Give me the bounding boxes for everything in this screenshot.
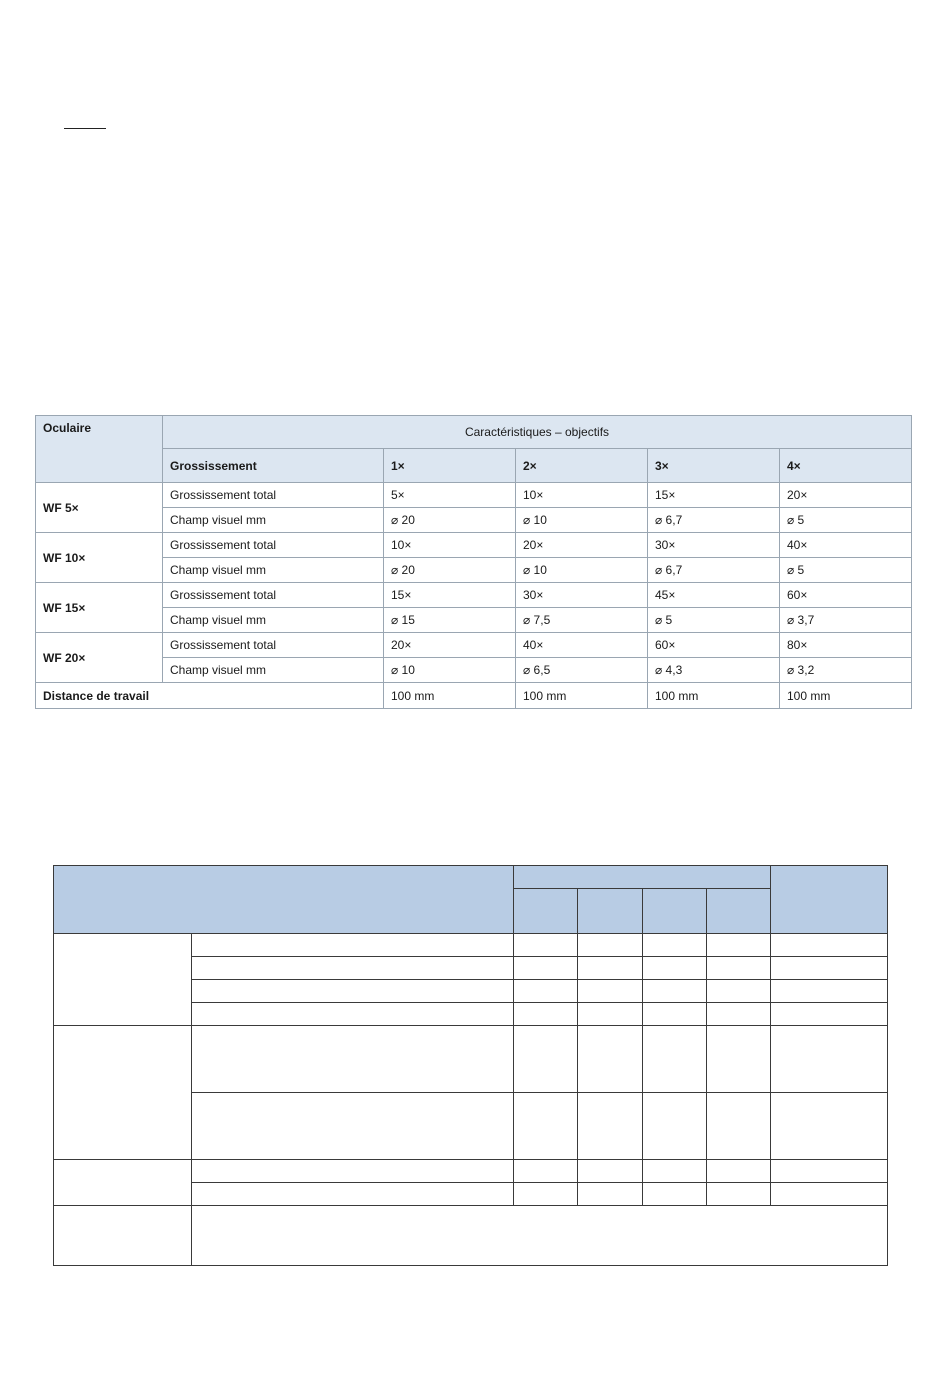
form-cell xyxy=(192,1160,514,1183)
table-cell: 15× xyxy=(648,483,780,508)
table-cell: ⌀ 6,7 xyxy=(648,508,780,533)
table-cell: 60× xyxy=(780,583,912,608)
table-cell: ⌀ 7,5 xyxy=(516,608,648,633)
table-row xyxy=(54,1160,888,1183)
form-header-cell xyxy=(643,889,707,934)
table-cell: 80× xyxy=(780,633,912,658)
table-row xyxy=(36,608,912,633)
table-cell: ⌀ 5 xyxy=(648,608,780,633)
form-cell xyxy=(643,934,707,957)
table-cell: 15× xyxy=(384,583,516,608)
table-row xyxy=(54,1206,888,1266)
table-row xyxy=(36,633,912,658)
table-cell: ⌀ 5 xyxy=(780,558,912,583)
table-row xyxy=(36,508,912,533)
form-cell xyxy=(192,1093,514,1160)
table-cell: 40× xyxy=(780,533,912,558)
eyepiece-label: WF 5× xyxy=(36,483,163,533)
table-cell: 5× xyxy=(384,483,516,508)
row-label: Champ visuel mm xyxy=(163,608,384,633)
form-cell xyxy=(578,1160,643,1183)
table-row xyxy=(36,583,912,608)
table-cell: 100 mm xyxy=(780,683,912,709)
form-cell xyxy=(707,1160,771,1183)
form-cell xyxy=(514,1183,578,1206)
form-cell xyxy=(707,1003,771,1026)
table-cell: ⌀ 10 xyxy=(384,658,516,683)
form-cell xyxy=(578,1026,643,1093)
table-cell: 10× xyxy=(516,483,648,508)
objective-header: 2× xyxy=(516,449,648,483)
form-cell xyxy=(643,1026,707,1093)
table-cell: ⌀ 20 xyxy=(384,558,516,583)
blank-form-table xyxy=(53,865,888,1266)
row-label: Grossissement total xyxy=(163,633,384,658)
form-group-cell xyxy=(54,934,192,1026)
table-cell: ⌀ 3,7 xyxy=(780,608,912,633)
form-cell xyxy=(771,1093,888,1160)
form-cell xyxy=(707,934,771,957)
eyepiece-label: WF 10× xyxy=(36,533,163,583)
form-cell xyxy=(643,980,707,1003)
table-row xyxy=(36,558,912,583)
table-cell: ⌀ 15 xyxy=(384,608,516,633)
form-cell xyxy=(643,957,707,980)
form-cell xyxy=(643,1093,707,1160)
table-cell: 10× xyxy=(384,533,516,558)
table-cell: ⌀ 6,7 xyxy=(648,558,780,583)
table-cell: 20× xyxy=(384,633,516,658)
form-cell xyxy=(578,980,643,1003)
eyepiece-header: Oculaire xyxy=(36,416,163,483)
table-cell: ⌀ 6,5 xyxy=(516,658,648,683)
form-cell xyxy=(707,1093,771,1160)
form-cell xyxy=(771,1026,888,1093)
form-cell xyxy=(192,957,514,980)
table-cell: 100 mm xyxy=(384,683,516,709)
row-label: Champ visuel mm xyxy=(163,558,384,583)
form-header-cell xyxy=(707,889,771,934)
table-cell: 45× xyxy=(648,583,780,608)
form-group-cell xyxy=(54,1206,192,1266)
eyepiece-label: WF 20× xyxy=(36,633,163,683)
table-cell: 100 mm xyxy=(516,683,648,709)
form-cell xyxy=(192,934,514,957)
form-cell xyxy=(514,957,578,980)
objective-header: 1× xyxy=(384,449,516,483)
form-cell xyxy=(643,1160,707,1183)
form-cell xyxy=(514,1026,578,1093)
magnification-table xyxy=(35,415,912,709)
table-row xyxy=(36,483,912,508)
table-cell: 60× xyxy=(648,633,780,658)
form-cell xyxy=(514,934,578,957)
form-cell xyxy=(707,1183,771,1206)
form-cell xyxy=(192,1183,514,1206)
table-cell: ⌀ 5 xyxy=(780,508,912,533)
table-cell: 100 mm xyxy=(648,683,780,709)
top-rule xyxy=(64,128,106,129)
form-cell xyxy=(192,1003,514,1026)
form-cell xyxy=(514,1093,578,1160)
form-cell xyxy=(771,1160,888,1183)
row-label: Champ visuel mm xyxy=(163,508,384,533)
form-cell xyxy=(192,980,514,1003)
table-cell: 30× xyxy=(648,533,780,558)
form-cell xyxy=(771,957,888,980)
form-cell xyxy=(192,1026,514,1093)
objective-header: 4× xyxy=(780,449,912,483)
form-cell xyxy=(771,1183,888,1206)
form-cell xyxy=(578,1003,643,1026)
table-cell: 20× xyxy=(516,533,648,558)
form-header-cell xyxy=(771,866,888,934)
form-header-cell xyxy=(514,889,578,934)
objective-header: 3× xyxy=(648,449,780,483)
magnification-header: Grossissement xyxy=(163,449,384,483)
working-distance-label: Distance de travail xyxy=(36,683,384,709)
form-wide-cell xyxy=(192,1206,888,1266)
eyepiece-label: WF 15× xyxy=(36,583,163,633)
form-group-cell xyxy=(54,1160,192,1206)
table-cell: ⌀ 4,3 xyxy=(648,658,780,683)
row-label: Grossissement total xyxy=(163,483,384,508)
form-cell xyxy=(578,934,643,957)
table-row xyxy=(54,934,888,957)
objectives-header: Caractéristiques – objectifs xyxy=(163,416,912,449)
form-cell xyxy=(578,957,643,980)
form-cell xyxy=(578,1093,643,1160)
form-header-cell xyxy=(578,889,643,934)
form-group-cell xyxy=(54,1026,192,1160)
form-cell xyxy=(707,980,771,1003)
form-cell xyxy=(514,980,578,1003)
table-row xyxy=(54,1026,888,1093)
form-cell xyxy=(771,980,888,1003)
table-cell: 40× xyxy=(516,633,648,658)
row-label: Champ visuel mm xyxy=(163,658,384,683)
form-cell xyxy=(643,1183,707,1206)
table-cell: 20× xyxy=(780,483,912,508)
form-cell xyxy=(707,1026,771,1093)
form-cell xyxy=(514,1003,578,1026)
form-cell xyxy=(771,934,888,957)
row-label: Grossissement total xyxy=(163,583,384,608)
table-row xyxy=(36,533,912,558)
form-cell xyxy=(643,1003,707,1026)
table-row xyxy=(36,658,912,683)
table-cell: ⌀ 10 xyxy=(516,558,648,583)
form-cell xyxy=(707,957,771,980)
form-cell xyxy=(771,1003,888,1026)
form-cell xyxy=(514,1160,578,1183)
table-row xyxy=(36,683,912,709)
form-cell xyxy=(578,1183,643,1206)
table-cell: ⌀ 10 xyxy=(516,508,648,533)
table-cell: ⌀ 20 xyxy=(384,508,516,533)
row-label: Grossissement total xyxy=(163,533,384,558)
form-header-cell xyxy=(514,866,771,889)
table-cell: ⌀ 3,2 xyxy=(780,658,912,683)
form-header-cell xyxy=(54,866,514,934)
table-cell: 30× xyxy=(516,583,648,608)
